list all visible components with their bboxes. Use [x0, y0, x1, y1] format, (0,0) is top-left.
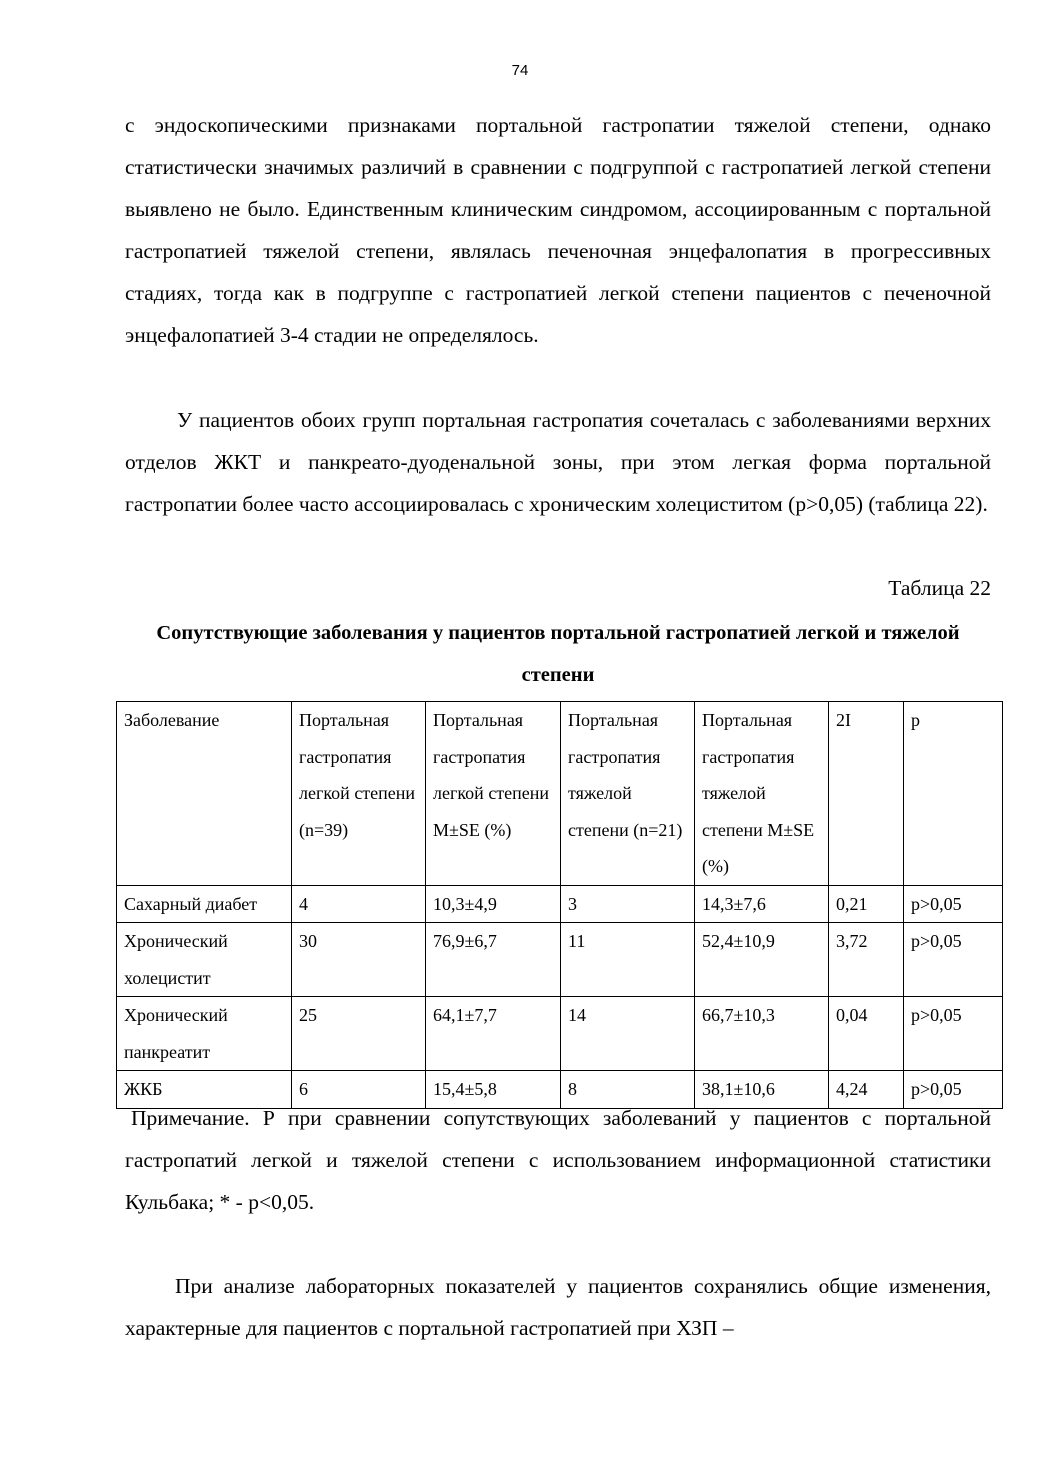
table-cell: Хронический холецистит	[117, 923, 292, 997]
table-cell: 30	[292, 923, 426, 997]
header-cell-severe-n: Портальная гастропатия тяжелой степени (n=21)	[561, 702, 695, 886]
paragraph-2	[125, 399, 991, 525]
table-title: Сопутствующие заболевания у пациентов портальной гастропатией легкой и тяжелой степени	[156, 622, 960, 686]
table-cell: Хронический панкреатит	[117, 997, 292, 1071]
table-cell: 14,3±7,6	[695, 885, 829, 923]
table-cell: p>0,05	[904, 923, 1003, 997]
table-note-text: Примечание. Р при сравнении сопутствующих заболеваний у пациентов с портальной гастропатий легкой и тяжелой степени с использованием информационной статистики Кульбака; * - p<0,05.	[125, 1106, 991, 1214]
table-cell: 66,7±10,3	[695, 997, 829, 1071]
header-cell-mild-percent: Портальная гастропатия легкой степени M±SE (%)	[426, 702, 561, 886]
table-cell: 3,72	[829, 923, 904, 997]
header-cell-mild-n: Портальная гастропатия легкой степени (n=39)	[292, 702, 426, 886]
table-cell: p>0,05	[904, 885, 1003, 923]
table-cell: 0,04	[829, 997, 904, 1071]
comorbidity-table	[116, 701, 1003, 1109]
table-row	[117, 885, 1003, 923]
table-cell: Сахарный диабет	[117, 885, 292, 923]
paragraph-2-text: У пациентов обоих групп портальная гастропатия сочеталась с заболеваниями верхних отделов ЖКТ и панкреато-дуоденальной зоны, при этом легкая форма портальной гастропатии более часто ассоциировалась с хроническим холециститом (p>0,05) (таблица 22).	[125, 408, 991, 517]
table-cell: 3	[561, 885, 695, 923]
table-header-row	[117, 702, 1003, 886]
table-caption: Таблица 22	[888, 576, 991, 600]
table-row	[117, 997, 1003, 1071]
header-cell-severe-percent: Портальная гастропатия тяжелой степени M±SE (%)	[695, 702, 829, 886]
table-cell: ЖКБ	[117, 1071, 292, 1109]
table-cell: p>0,05	[904, 997, 1003, 1071]
paragraph-3	[125, 1265, 991, 1349]
table-note	[125, 1097, 991, 1223]
table-cell: 0,21	[829, 885, 904, 923]
page-number: 74	[511, 62, 529, 79]
table-cell: 25	[292, 997, 426, 1071]
table-cell: 4,24	[829, 1071, 904, 1109]
table-cell: 52,4±10,9	[695, 923, 829, 997]
table-cell: p>0,05	[904, 1071, 1003, 1109]
table-cell: 14	[561, 997, 695, 1071]
table-cell: 6	[292, 1071, 426, 1109]
table-cell: 8	[561, 1071, 695, 1109]
table-cell: 4	[292, 885, 426, 923]
paragraph-3-text: При анализе лабораторных показателей у пациентов сохранялись общие изменения, характерные для пациентов с портальной гастропатией при ХЗП –	[125, 1274, 991, 1341]
table-cell: 10,3±4,9	[426, 885, 561, 923]
table-row	[117, 923, 1003, 997]
table-cell: 64,1±7,7	[426, 997, 561, 1071]
table-cell: 76,9±6,7	[426, 923, 561, 997]
header-cell-disease: Заболевание	[117, 702, 292, 886]
table-cell: 15,4±5,8	[426, 1071, 561, 1109]
table-cell: 38,1±10,6	[695, 1071, 829, 1109]
paragraph-1	[125, 104, 991, 357]
header-cell-p: p	[904, 702, 1003, 886]
paragraph-1-text: с эндоскопическими признаками портальной гастропатии тяжелой степени, однако статистически значимых различий в сравнении с подгруппой с гастропатией легкой степени выявлено не было. Единственным клиническим синдромом, ассоциированным с портальной гастропатией тяжелой степени, являлась печеночная энцефалопатия в прогрессивных стадиях, тогда как в подгруппе с гастропатией легкой степени пациентов с печеночной энцефалопатией 3-4 стадии не определялось.	[125, 113, 991, 348]
table-cell: 11	[561, 923, 695, 997]
header-cell-2i: 2I	[829, 702, 904, 886]
